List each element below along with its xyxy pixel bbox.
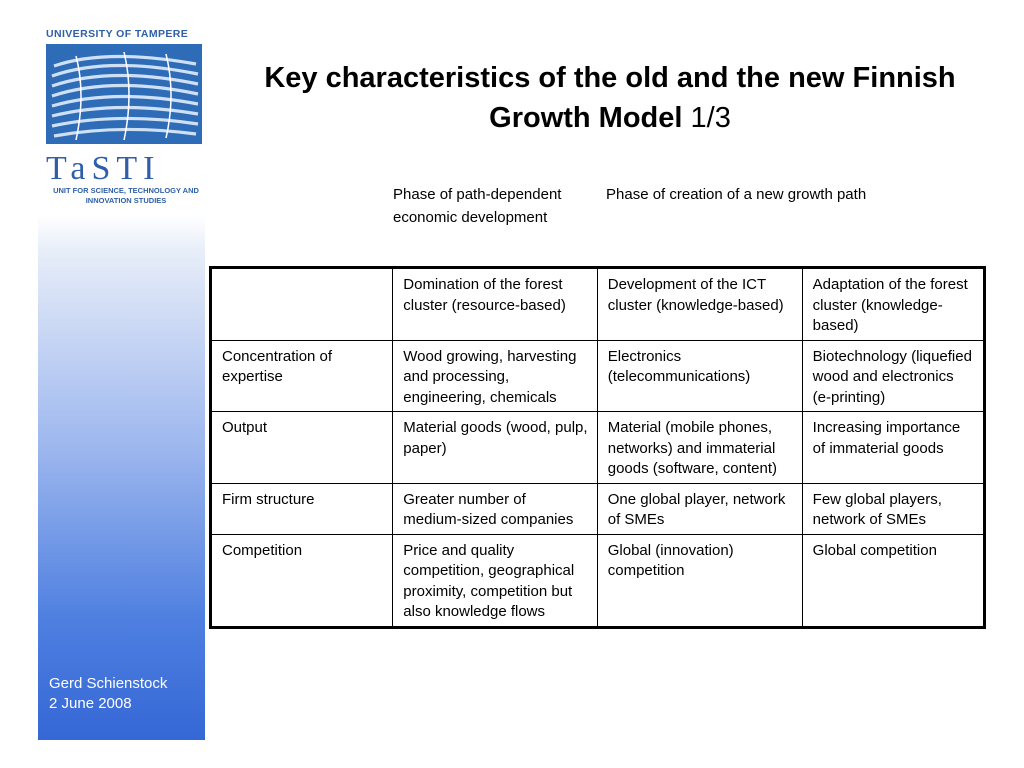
table-cell: Material goods (wood, pulp, paper)	[393, 412, 597, 484]
table-row	[211, 340, 985, 412]
table-row-label: Concentration of expertise	[211, 340, 393, 412]
table-row-label: Competition	[211, 534, 393, 627]
university-name: UNIVERSITY OF TAMPERE	[46, 28, 189, 40]
table-row-label: Firm structure	[211, 483, 393, 534]
phase-left-label: Phase of path-dependent economic development	[393, 186, 562, 226]
table-cell	[211, 268, 393, 341]
university-logo-icon	[46, 44, 202, 144]
unit-logo-text: TaSTI	[46, 150, 161, 187]
table-cell: One global player, network of SMEs	[597, 483, 802, 534]
table-cell: Global competition	[802, 534, 984, 627]
table-cell: Increasing importance of immaterial goods	[802, 412, 984, 484]
table-cell: Few global players, network of SMEs	[802, 483, 984, 534]
table-cell: Electronics (telecommunications)	[597, 340, 802, 412]
table-cell: Development of the ICT cluster (knowledge-based)	[597, 268, 802, 341]
slide-title-main: Key characteristics of the old and the new Finnish Growth Model	[264, 62, 956, 134]
table-cell: Greater number of medium-sized companies	[393, 483, 597, 534]
table-row	[211, 483, 985, 534]
presentation-date: 2 June 2008	[49, 695, 132, 712]
table-row	[211, 412, 985, 484]
unit-full-name: UNIT FOR SCIENCE, TECHNOLOGY AND INNOVATION STUDIES	[53, 186, 199, 205]
table-header-row	[211, 268, 985, 341]
phase-right-label: Phase of creation of a new growth path	[606, 186, 867, 203]
table-cell: Biotechnology (liquefied wood and electronics (e-printing)	[802, 340, 984, 412]
table-cell: Wood growing, harvesting and processing, engineering, chemicals	[393, 340, 597, 412]
table-cell: Global (innovation) competition	[597, 534, 802, 627]
table-cell: Domination of the forest cluster (resource-based)	[393, 268, 597, 341]
table-cell: Adaptation of the forest cluster (knowledge-based)	[802, 268, 984, 341]
slide-title	[230, 58, 990, 138]
table-row-label: Output	[211, 412, 393, 484]
slide-title-page: 1/3	[690, 102, 731, 134]
author-name: Gerd Schienstock	[49, 675, 168, 692]
table-row	[211, 534, 985, 627]
table-cell: Material (mobile phones, networks) and immaterial goods (software, content)	[597, 412, 802, 484]
comparison-table	[209, 266, 986, 629]
author-block	[49, 674, 167, 714]
table-cell: Price and quality competition, geographical proximity, competition but also knowledge flows	[393, 534, 597, 627]
